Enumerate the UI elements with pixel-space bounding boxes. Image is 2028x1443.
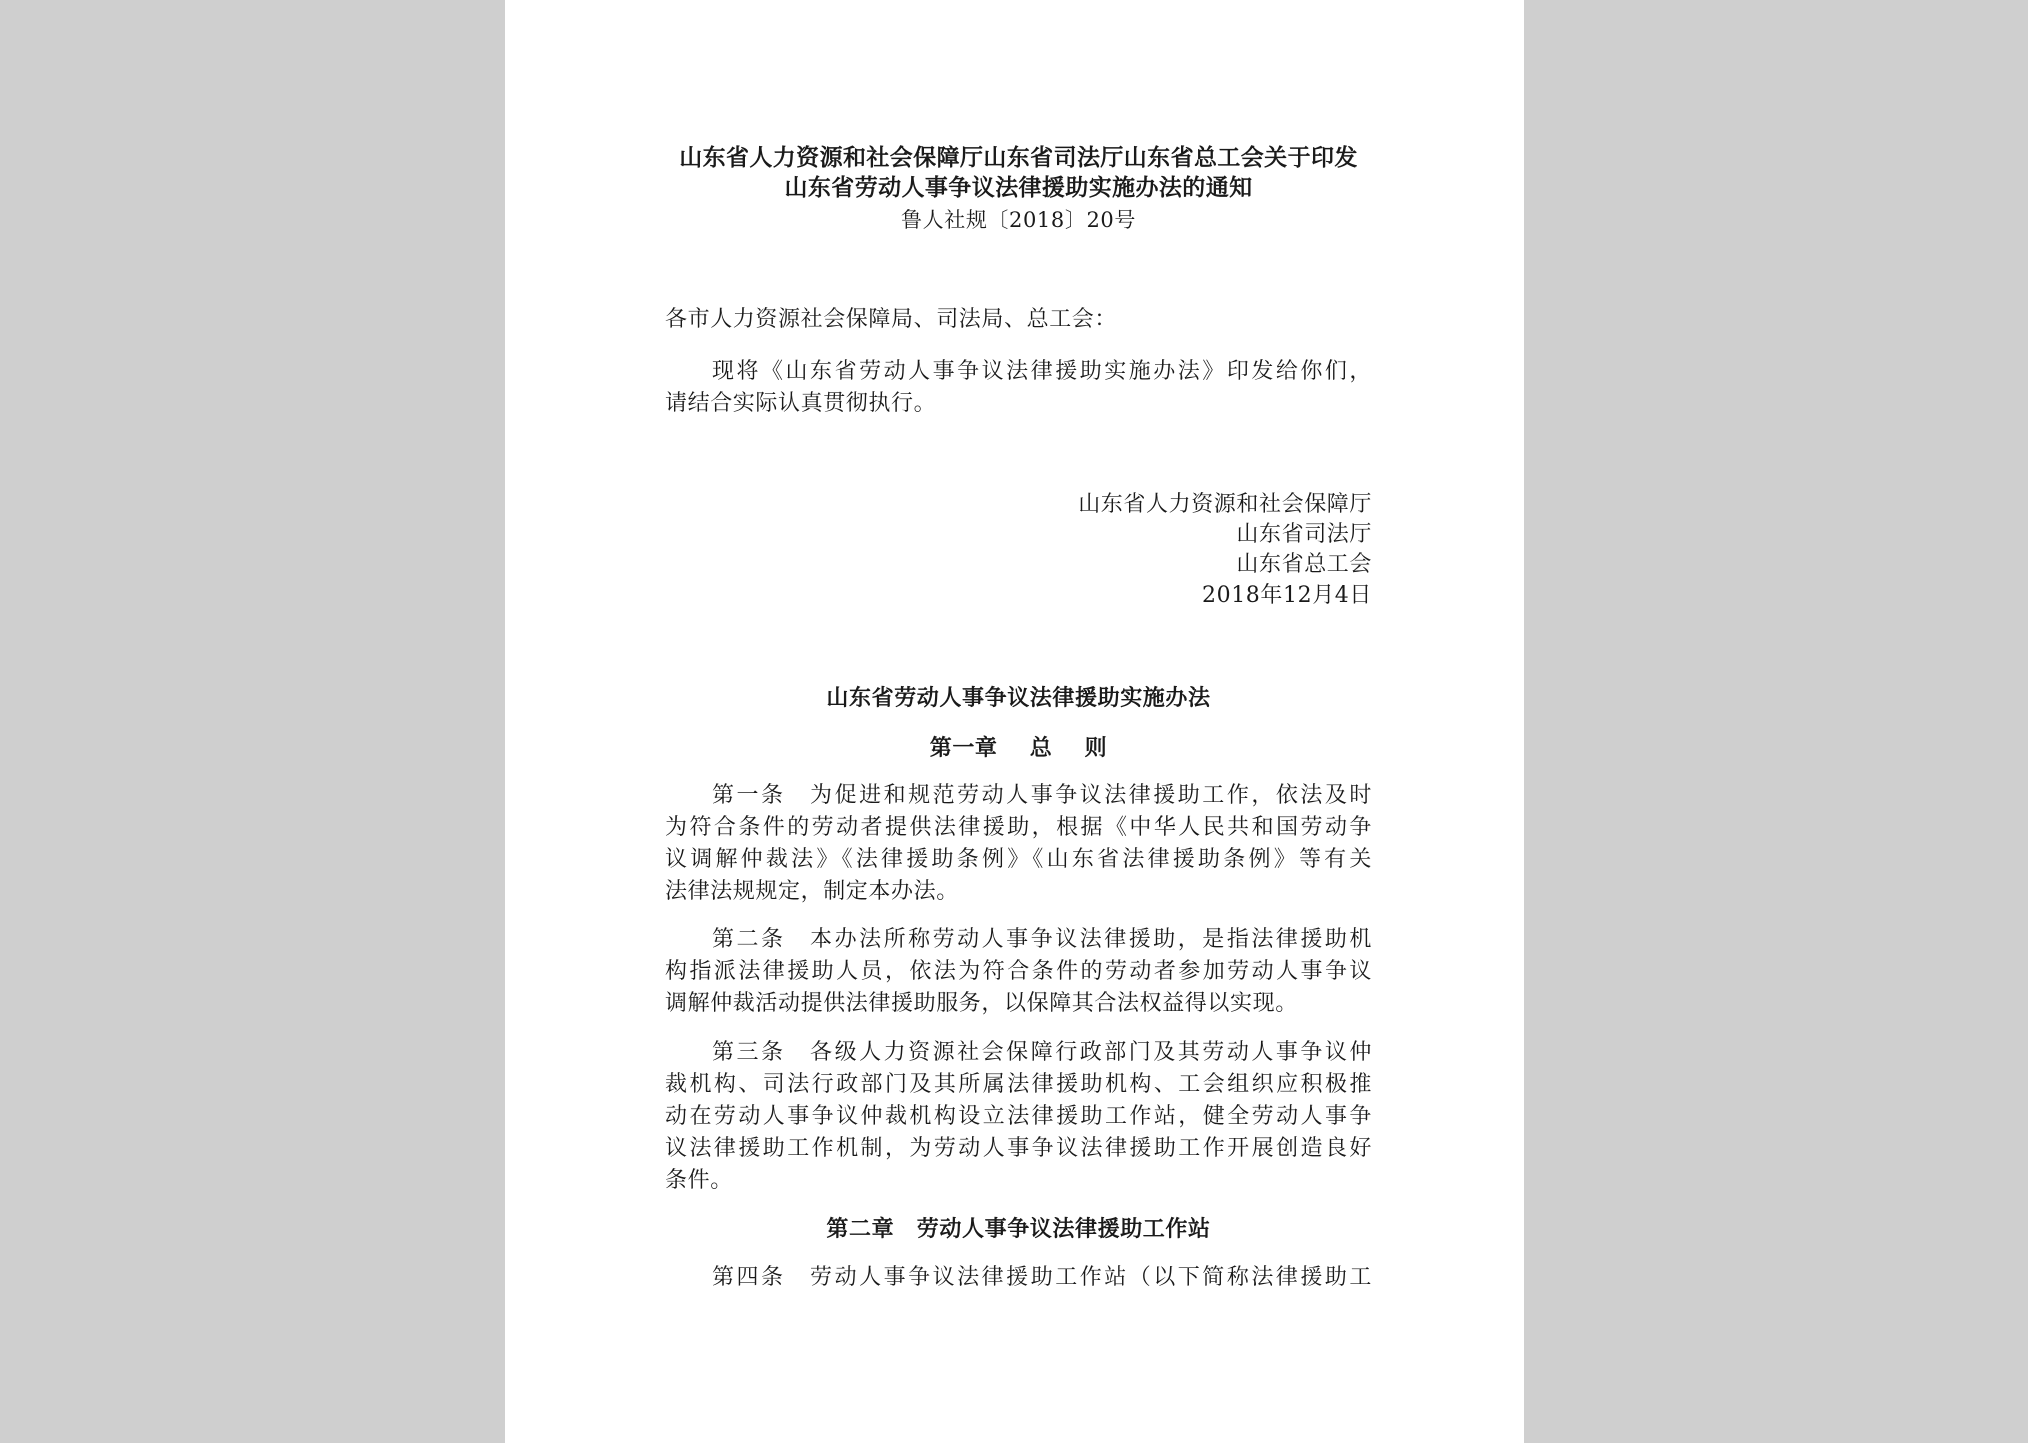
- document-page: [505, 0, 1524, 1443]
- signature-hrss: 山东省人力资源和社会保障厅: [1078, 492, 1372, 517]
- chapter-2-title: 第二章 劳动人事争议法律援助工作站: [826, 1216, 1211, 1242]
- signature-date: 2018年12月4日: [1202, 583, 1372, 608]
- intro-line-1: 现将《山东省劳动人事争议法律援助实施办法》印发给你们，: [712, 359, 1372, 384]
- document-number: 鲁人社规〔2018〕20号: [901, 208, 1136, 232]
- article-1-line-1: 第一条 为促进和规范劳动人事争议法律援助工作，依法及时: [712, 783, 1372, 808]
- article-4-line-1: 第四条 劳动人事争议法律援助工作站（以下简称法律援助工: [712, 1265, 1372, 1290]
- article-3-line-4: 议法律援助工作机制，为劳动人事争议法律援助工作开展创造良好: [665, 1136, 1372, 1161]
- article-3-line-2: 裁机构、司法行政部门及其所属法律援助机构、工会组织应积极推: [665, 1072, 1372, 1097]
- article-1-line-4: 法律法规规定，制定本办法。: [665, 879, 959, 904]
- article-1-line-2: 为符合条件的劳动者提供法律援助，根据《中华人民共和国劳动争: [665, 815, 1372, 840]
- article-2-line-1: 第二条 本办法所称劳动人事争议法律援助，是指法律援助机: [712, 927, 1372, 952]
- salutation: 各市人力资源社会保障局、司法局、总工会：: [665, 307, 1118, 332]
- measures-title: 山东省劳动人事争议法律援助实施办法: [826, 685, 1211, 711]
- signature-union: 山东省总工会: [1236, 552, 1372, 577]
- signature-justice: 山东省司法厅: [1236, 522, 1372, 547]
- intro-line-2: 请结合实际认真贯彻执行。: [665, 391, 937, 416]
- article-2-line-3: 调解仲裁活动提供法律援助服务，以保障其合法权益得以实现。: [665, 991, 1298, 1016]
- article-2-line-2: 构指派法律援助人员，依法为符合条件的劳动者参加劳动人事争议: [665, 959, 1372, 984]
- article-1-line-3: 议调解仲裁法》《法律援助条例》《山东省法律援助条例》等有关: [665, 847, 1372, 872]
- chapter-1-title: 第一章 总 则: [929, 735, 1108, 761]
- article-3-line-1: 第三条 各级人力资源社会保障行政部门及其劳动人事争议仲: [712, 1040, 1372, 1065]
- article-3-line-5: 条件。: [665, 1168, 733, 1193]
- article-3-line-3: 动在劳动人事争议仲裁机构设立法律援助工作站，健全劳动人事争: [665, 1104, 1372, 1129]
- notice-title-line-1: 山东省人力资源和社会保障厅山东省司法厅山东省总工会关于印发: [679, 144, 1358, 171]
- notice-title-line-2: 山东省劳动人事争议法律援助实施办法的通知: [784, 174, 1253, 201]
